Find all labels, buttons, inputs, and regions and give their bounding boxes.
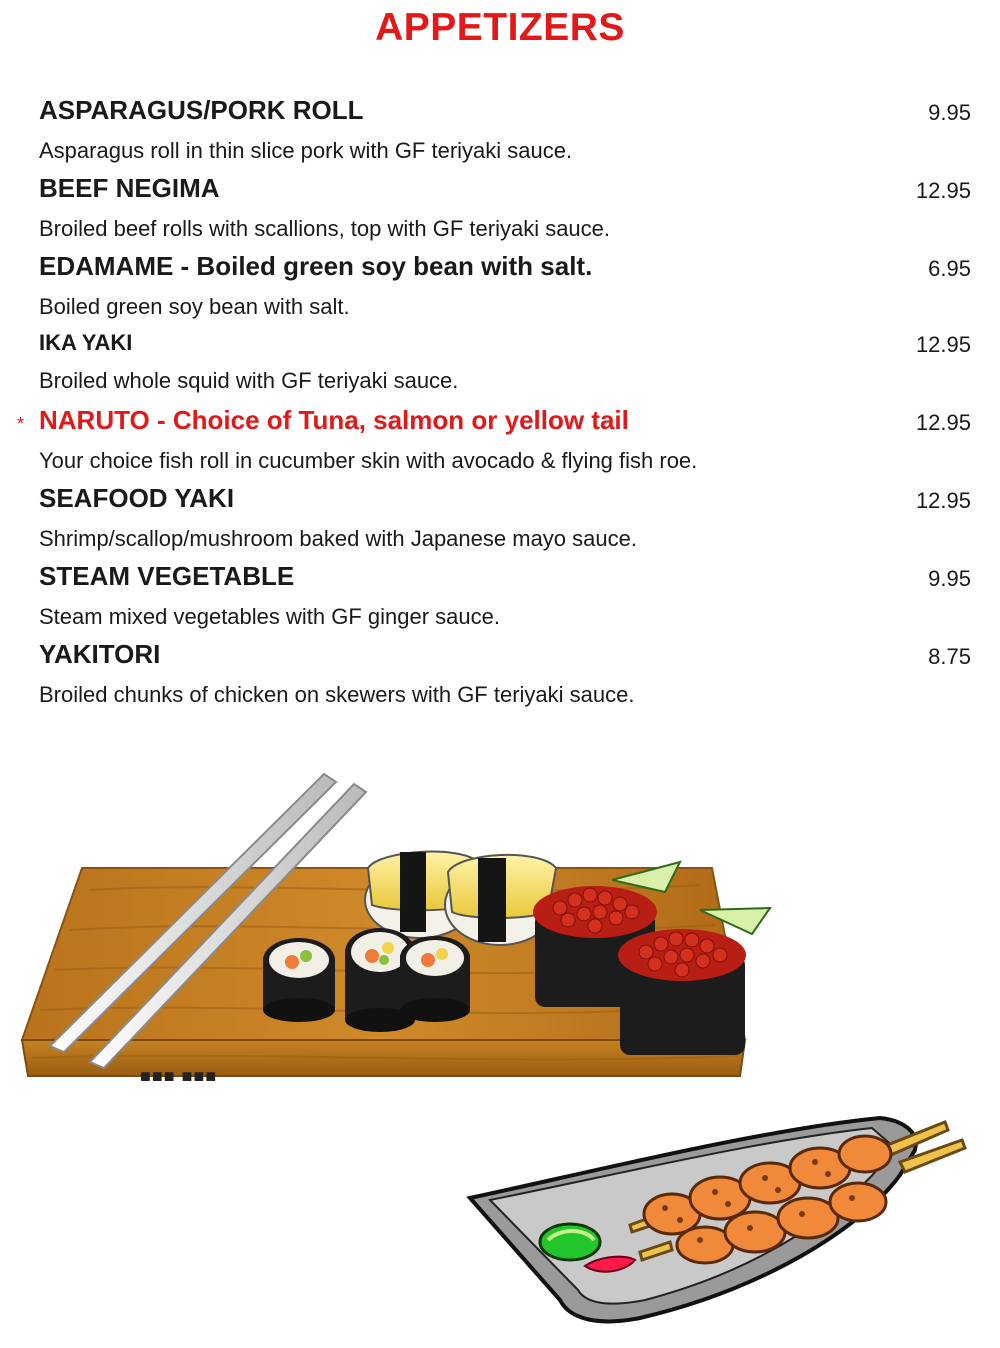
item-name: SEAFOOD YAKI bbox=[39, 483, 235, 513]
item-description: Asparagus roll in thin slice pork with GF teriyaki sauce. bbox=[39, 138, 573, 163]
item-price: 12.95 bbox=[915, 410, 971, 435]
item-description: Broiled beef rolls with scallions, top with GF teriyaki sauce. bbox=[39, 216, 611, 241]
item-description: Broiled chunks of chicken on skewers with GF teriyaki sauce. bbox=[39, 682, 635, 707]
item-description: Shrimp/scallop/mushroom baked with Japanese mayo sauce. bbox=[39, 526, 637, 551]
featured-marker: * bbox=[17, 414, 25, 434]
item-description: Steam mixed vegetables with GF ginger sauce. bbox=[39, 604, 501, 629]
item-price: 12.95 bbox=[915, 178, 971, 203]
item-name: EDAMAME - Boiled green soy bean with salt. bbox=[39, 251, 593, 281]
item-price: 9.95 bbox=[928, 566, 971, 591]
item-description: Your choice fish roll in cucumber skin with avocado & flying fish roe. bbox=[39, 448, 698, 473]
item-price: 12.95 bbox=[915, 488, 971, 513]
item-price: 8.75 bbox=[928, 644, 971, 669]
item-name: NARUTO - Choice of Tuna, salmon or yellow tail bbox=[39, 405, 629, 435]
item-name: BEEF NEGIMA bbox=[39, 173, 220, 203]
item-name: YAKITORI bbox=[39, 639, 161, 669]
item-name: ASPARAGUS/PORK ROLL bbox=[39, 95, 364, 125]
page-title: APPETIZERS bbox=[375, 6, 625, 49]
item-price: 6.95 bbox=[928, 256, 971, 281]
item-name: IKA YAKI bbox=[39, 330, 133, 355]
item-name: STEAM VEGETABLE bbox=[39, 561, 295, 591]
item-price: 9.95 bbox=[928, 100, 971, 125]
faded-label: ■■■ ■■■ bbox=[140, 1066, 218, 1086]
item-price: 12.95 bbox=[915, 332, 971, 357]
item-description: Broiled whole squid with GF teriyaki sauce. bbox=[39, 368, 459, 393]
item-description: Boiled green soy bean with salt. bbox=[39, 294, 350, 319]
